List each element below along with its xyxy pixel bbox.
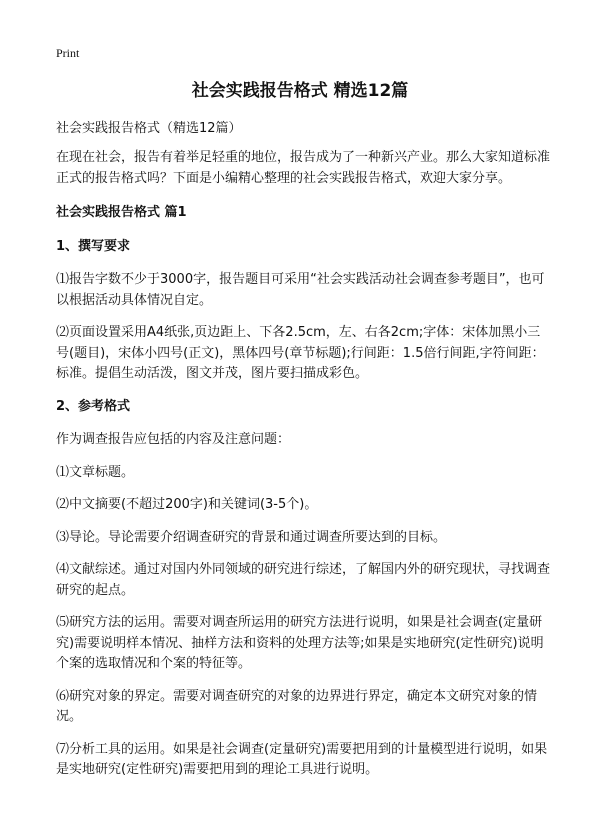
document-body — [56, 148, 550, 793]
format-intro: 作为调查报告应包括的内容及注意问题： — [56, 432, 291, 447]
format-item: ⑶导论。导论需要介绍调查研究的背景和通过调查所要达到的目标。 — [56, 529, 447, 545]
intro-paragraph: 在现在社会，报告有着举足轻重的地位，报告成为了一种新兴产业。那么大家知道标准正式的报告格式吗？下面是小编精心整理的社会实践报告格式，欢迎大家分享。 — [56, 150, 551, 186]
requirement-item: ⑵页面设置采用A4纸张,页边距上、下各2.5cm，左、右各2cm;字体：宋体加黑小三号(题目)，宋体小四号(正文)，黑体四号(章节标题);行间距：1.5倍行间距,字符间距：标准。提倡生动活泼，图文并茂，图片要扫描成彩色。 — [56, 325, 545, 381]
print-link[interactable]: Print — [56, 46, 80, 60]
format-item: ⑹研究对象的界定。需要对调查研究的对象的边界进行界定，确定本文研究对象的情况。 — [56, 688, 538, 724]
format-heading: 2、参考格式 — [56, 398, 131, 414]
requirement-item: ⑴报告字数不少于3000字，报告题目可采用“社会实践活动社会调查参考题目”，也可以根据活动具体情况自定。 — [56, 272, 545, 308]
requirements-heading: 1、撰写要求 — [56, 238, 131, 254]
format-item: ⑷文献综述。通过对国内外同领域的研究进行综述，了解国内外的研究现状，寻找调查研究的起点。 — [56, 562, 551, 598]
page-title: 社会实践报告格式 精选12篇 — [191, 81, 409, 101]
format-item: ⑺分析工具的运用。如果是社会调查(定量研究)需要把用到的计量模型进行说明，如果是实地研究(定性研究)需要把用到的理论工具进行说明。 — [56, 741, 548, 777]
format-item: ⑵中文摘要(不超过200字)和关键词(3-5个)。 — [56, 497, 318, 512]
document-subtitle: 社会实践报告格式（精选12篇） — [56, 121, 242, 136]
format-item: ⑸研究方法的运用。需要对调查所运用的研究方法进行说明，如果是社会调查(定量研究)需要说明样本情况、抽样方法和资料的处理方法等;如果是实地研究(定性研究)说明个案的选取情况和个案的特征等。 — [56, 615, 544, 671]
format-item: ⑴文章标题。 — [56, 464, 135, 480]
section-heading: 社会实践报告格式 篇1 — [56, 205, 187, 220]
